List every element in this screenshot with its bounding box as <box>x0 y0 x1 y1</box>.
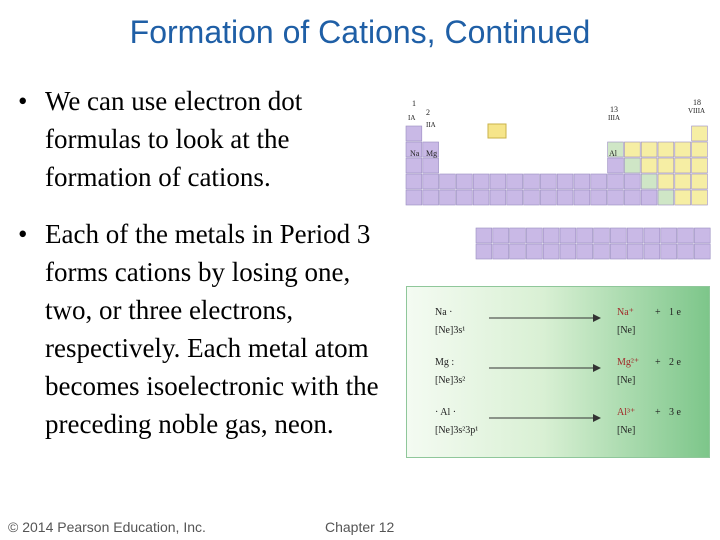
element-cell <box>658 190 674 205</box>
electron-count: 1 e <box>669 307 681 318</box>
element-cell <box>507 174 523 189</box>
bullet-item <box>18 215 398 443</box>
f-block-cell <box>493 228 509 243</box>
f-block-cell <box>661 228 677 243</box>
cation-symbol: Na⁺ <box>617 307 634 318</box>
cation-equations-panel <box>406 286 710 458</box>
element-cell <box>456 174 472 189</box>
group-label: 13 <box>610 105 618 114</box>
element-cell <box>658 174 674 189</box>
f-block-cell <box>510 228 526 243</box>
element-cell <box>624 158 640 173</box>
cation-symbol: Mg²⁺ <box>617 357 640 368</box>
f-block-cell <box>526 228 542 243</box>
element-cell <box>641 190 657 205</box>
element-cell <box>692 190 708 205</box>
f-block-cell <box>594 228 610 243</box>
element-cell <box>624 142 640 157</box>
f-block-cell <box>644 228 660 243</box>
element-cell <box>624 174 640 189</box>
f-block-cell <box>510 244 526 259</box>
atom-dot-formula: Mg : <box>435 357 455 368</box>
f-block-cell <box>476 244 492 259</box>
element-cell <box>658 142 674 157</box>
f-block-cell <box>594 244 610 259</box>
equation-row-al <box>407 403 709 453</box>
element-cell <box>557 190 573 205</box>
cation-symbol: Al³⁺ <box>617 407 636 418</box>
highlight-cell <box>488 124 506 138</box>
element-cell <box>507 190 523 205</box>
element-cell <box>574 190 590 205</box>
f-block-cell <box>610 244 626 259</box>
group-label: 1 <box>412 99 416 108</box>
f-block-cell <box>694 244 710 259</box>
arrow-icon <box>489 313 601 323</box>
element-cell <box>473 174 489 189</box>
f-block-cell <box>661 244 677 259</box>
f-block-cell <box>627 244 643 259</box>
element-cell <box>591 190 607 205</box>
f-block-cell <box>577 244 593 259</box>
roman-group-label: IA <box>408 114 416 122</box>
f-block-cell <box>678 228 694 243</box>
arrow-icon <box>489 363 601 373</box>
element-cell <box>423 158 439 173</box>
equation-row-mg <box>407 353 709 403</box>
atom-dot-formula: Na · <box>435 307 453 318</box>
element-cell <box>406 126 422 141</box>
element-cell <box>440 174 456 189</box>
plus-sign: + <box>655 357 661 368</box>
element-cell <box>423 174 439 189</box>
periodic-table-figure <box>400 88 718 260</box>
bullet-text: We can use electron dot formulas to look at the formation of cations. <box>45 86 303 192</box>
electron-configuration: [Ne]3s² <box>435 375 466 386</box>
electron-count: 3 e <box>669 407 681 418</box>
element-cell <box>473 190 489 205</box>
group-label: 18 <box>693 98 701 107</box>
arrow-icon <box>489 413 601 423</box>
element-cell <box>641 142 657 157</box>
f-block-cell <box>644 244 660 259</box>
element-cell <box>524 190 540 205</box>
atom-dot-formula: · Al · <box>435 407 457 418</box>
element-cell <box>675 174 691 189</box>
element-cell <box>406 158 422 173</box>
element-cell <box>608 190 624 205</box>
element-cell <box>658 158 674 173</box>
bullet-text: Each of the metals in Period 3 forms cations by losing one, two, or three electrons, respectively. Each metal atom becomes isoelectronic with the preceding noble gas, neon. <box>45 219 379 439</box>
bullet-list <box>18 82 398 462</box>
electron-configuration: [Ne]3s²3p¹ <box>435 425 479 436</box>
element-cell <box>524 174 540 189</box>
periodic-table-graphic <box>400 88 718 260</box>
f-block-cell <box>610 228 626 243</box>
f-block-cell <box>543 228 559 243</box>
element-cell <box>624 190 640 205</box>
f-block-cell <box>678 244 694 259</box>
roman-group-label: IIA <box>426 121 436 129</box>
element-symbol-al: Al <box>609 149 617 158</box>
f-block-cell <box>476 228 492 243</box>
f-block-cell <box>543 244 559 259</box>
f-block-cell <box>526 244 542 259</box>
element-cell <box>675 158 691 173</box>
f-block-cell <box>694 228 710 243</box>
element-cell <box>641 158 657 173</box>
f-block-cell <box>560 228 576 243</box>
f-block-cell <box>560 244 576 259</box>
cation-configuration: [Ne] <box>617 325 636 336</box>
element-cell <box>557 174 573 189</box>
element-cell <box>574 174 590 189</box>
plus-sign: + <box>655 407 661 418</box>
element-cell <box>406 190 422 205</box>
bullet-glyph: • <box>18 86 28 116</box>
element-cell <box>490 174 506 189</box>
slide-title: Formation of Cations, Continued <box>129 14 591 50</box>
electron-count: 2 e <box>669 357 681 368</box>
element-cell <box>692 174 708 189</box>
element-cell <box>641 174 657 189</box>
roman-group-label: IIIA <box>608 114 621 122</box>
cation-configuration: [Ne] <box>617 375 636 386</box>
group-label: 2 <box>426 108 430 117</box>
element-cell <box>692 126 708 141</box>
roman-group-label: VIIIA <box>688 107 706 115</box>
bullet-item <box>18 82 398 196</box>
element-cell <box>675 190 691 205</box>
footer-copyright: © 2014 Pearson Education, Inc. <box>8 519 206 535</box>
bullet-glyph: • <box>18 219 28 249</box>
element-symbol-mg: Mg <box>426 149 438 158</box>
element-cell <box>540 190 556 205</box>
element-cell <box>540 174 556 189</box>
element-cell <box>490 190 506 205</box>
element-cell <box>608 158 624 173</box>
element-symbol-na: Na <box>410 149 420 158</box>
element-cell <box>423 190 439 205</box>
element-cell <box>456 190 472 205</box>
element-cell <box>406 174 422 189</box>
element-cell <box>440 190 456 205</box>
element-cell <box>591 174 607 189</box>
f-block-cell <box>577 228 593 243</box>
element-cell <box>675 142 691 157</box>
equation-row-na <box>407 303 709 353</box>
element-cell <box>608 174 624 189</box>
footer-chapter: Chapter 12 <box>325 519 395 535</box>
f-block-cell <box>627 228 643 243</box>
element-cell <box>692 142 708 157</box>
f-block-cell <box>493 244 509 259</box>
cation-configuration: [Ne] <box>617 425 636 436</box>
plus-sign: + <box>655 307 661 318</box>
element-cell <box>692 158 708 173</box>
electron-configuration: [Ne]3s¹ <box>435 325 466 336</box>
